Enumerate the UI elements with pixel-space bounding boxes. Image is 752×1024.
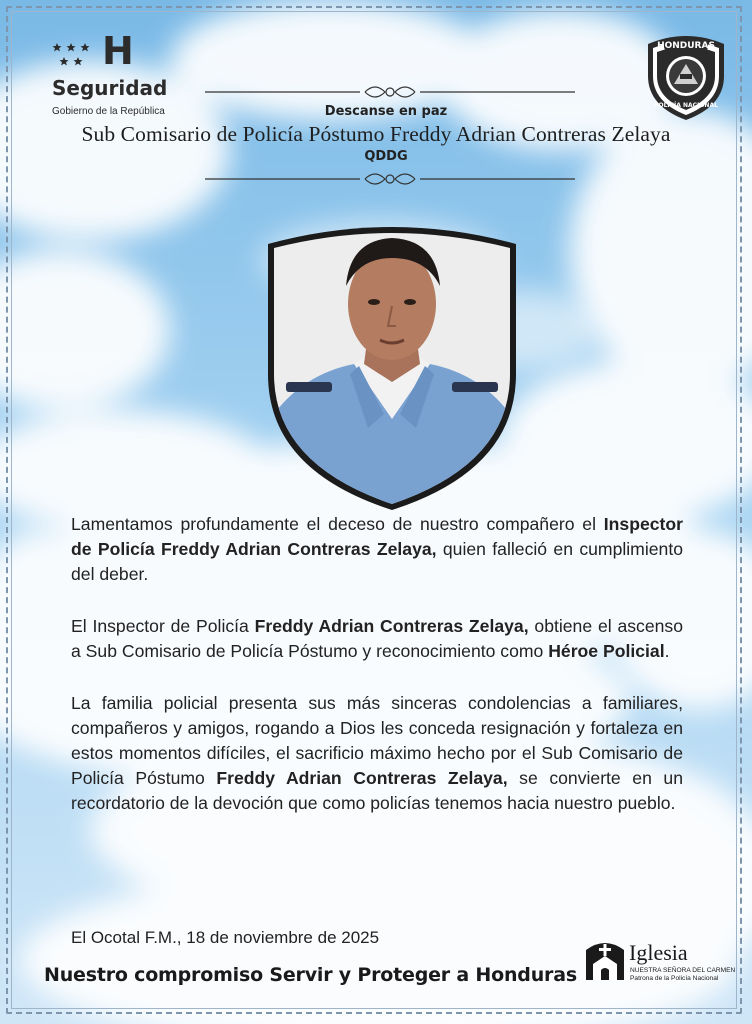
qddg-text: QDDG bbox=[364, 149, 408, 164]
church-line-1: NUESTRA SEÑORA DEL CARMEN bbox=[630, 967, 736, 974]
stars-icon bbox=[52, 42, 98, 72]
hero-title-bold: Héroe Policial bbox=[548, 641, 665, 661]
badge-ring-text: POLICÍA NACIONAL bbox=[654, 102, 718, 109]
page-title: Sub Comisario de Policía Póstumo Freddy Adrian Contreras Zelaya bbox=[81, 122, 671, 146]
logo-name: Seguridad bbox=[52, 76, 168, 100]
officer-portrait-icon bbox=[264, 214, 520, 510]
church-logo bbox=[584, 940, 734, 988]
officer-name-bold: Freddy Adrian Contreras Zelaya, bbox=[254, 616, 529, 636]
officer-name-bold: Inspector de Policía Freddy Adrian Contreras Zelaya, bbox=[71, 514, 683, 559]
paragraph-2: El Inspector de Policía Freddy Adrian Contreras Zelaya, obtiene el ascenso a Sub Comisario de Policía Póstumo y reconocimiento como Héroe Policial. bbox=[71, 616, 683, 661]
badge-top-text: HONDURAS bbox=[657, 41, 715, 51]
date-line: El Ocotal F.M., 18 de noviembre de 2025 bbox=[71, 928, 380, 947]
condolence-message bbox=[71, 512, 683, 843]
police-shield-icon bbox=[640, 30, 732, 122]
church-line-2: Patrona de la Policía Nacional bbox=[630, 975, 719, 982]
church-name: Iglesia bbox=[629, 940, 688, 965]
decorative-inner-border bbox=[11, 11, 737, 1009]
officer-name-bold: Freddy Adrian Contreras Zelaya, bbox=[216, 768, 508, 788]
paragraph-1: Lamentamos profundamente el deceso de nuestro compañero el Inspector de Policía Freddy Adrian Contreras Zelaya, quien falleció en cumplimiento del deber. bbox=[71, 514, 683, 584]
paragraph-3: La familia policial presenta sus más sinceras condolencias a familiares, compañeros y amigos, rogando a Dios les conceda resignación y fortaleza en estos momentos difíciles, el sacrificio máximo hecho por el Sub Comisario de Policía Póstumo Freddy Adrian Contreras Zelaya, se convierte en un recordatorio de la devoción que como policías tenemos hacia nuestro pueblo. bbox=[71, 693, 684, 813]
ornament-top-icon bbox=[205, 80, 575, 104]
ornament-bottom-icon bbox=[205, 167, 575, 191]
logo-mark: H bbox=[102, 29, 134, 73]
church-icon bbox=[584, 940, 626, 982]
rest-in-peace-text: Descanse en paz bbox=[324, 104, 448, 119]
motto: Nuestro compromiso Servir y Proteger a Honduras bbox=[44, 964, 577, 986]
logo-subtitle: Gobierno de la República bbox=[52, 106, 165, 117]
